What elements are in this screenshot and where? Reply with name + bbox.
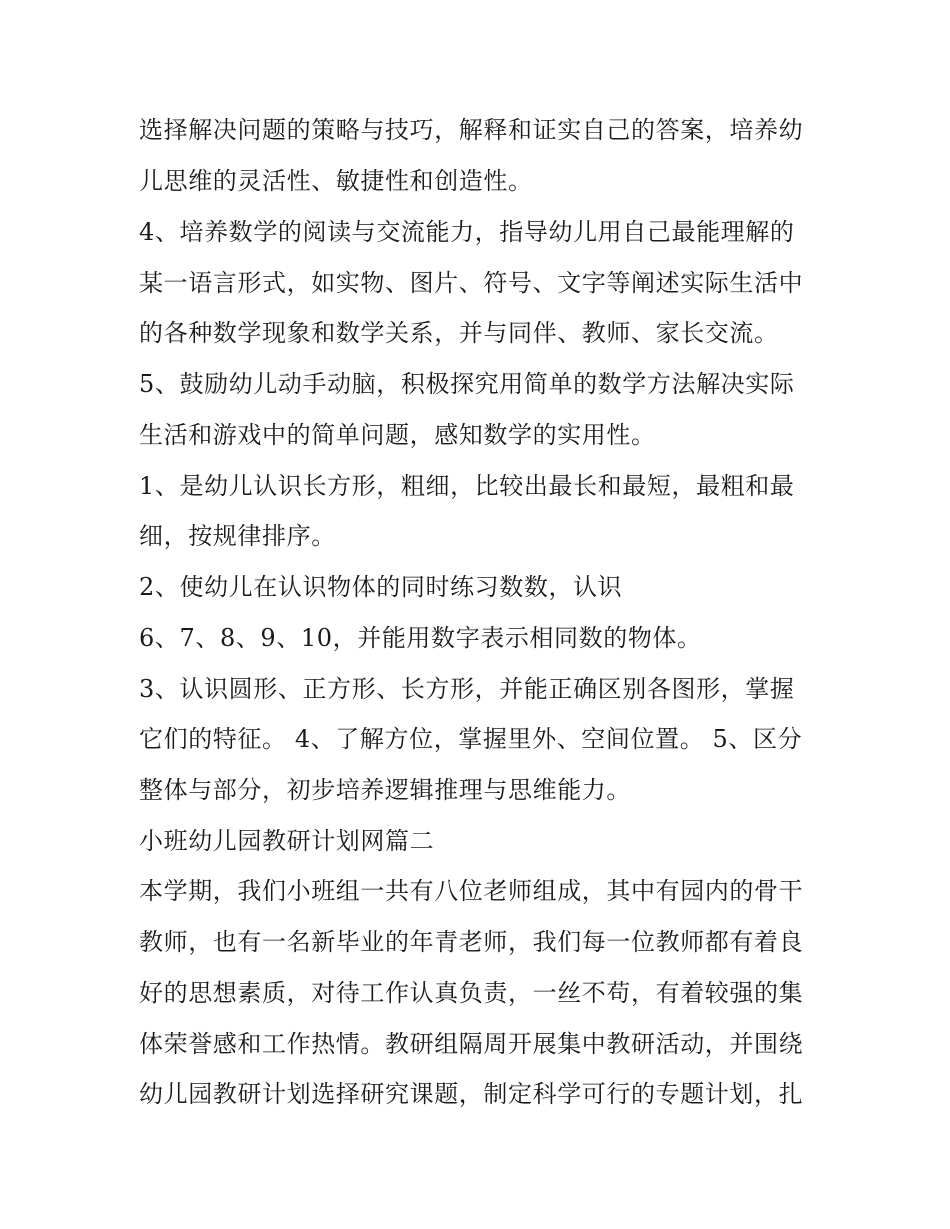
text-line: 儿思维的灵活性、敏捷性和创造性。 — [139, 167, 533, 195]
text-line: 细，按规律排序。 — [139, 522, 336, 550]
text-line: 2、使幼儿在认识物体的同时练习数数，认识 — [139, 573, 623, 601]
text-line: 幼儿园教研计划选择研究课题，制定科学可行的专题计划，扎 — [139, 1080, 804, 1108]
text-line: 4、培养数学的阅读与交流能力，指导幼儿用自己最能理解的 — [139, 218, 795, 246]
text-line: 1、是幼儿认识长方形，粗细，比较出最长和最短，最粗和最 — [139, 472, 795, 500]
text-line: 生活和游戏中的简单问题，感知数学的实用性。 — [139, 421, 656, 449]
text-line: 好的思想素质，对待工作认真负责，一丝不苟，有着较强的集 — [139, 979, 804, 1007]
text-line: 本学期，我们小班组一共有八位老师组成，其中有园内的骨干 — [139, 877, 804, 905]
text-line: 某一语言形式，如实物、图片、符号、文字等阐述实际生活中 — [139, 269, 804, 297]
text-line: 它们的特征。 4、了解方位，掌握里外、空间位置。 5、区分 — [139, 725, 803, 753]
text-line: 3、认识圆形、正方形、长方形，并能正确区别各图形，掌握 — [139, 675, 795, 703]
text-line: 教师，也有一名新毕业的年青老师，我们每一位教师都有着良 — [139, 928, 804, 956]
text-line: 选择解决问题的策略与技巧，解释和证实自己的答案，培养幼 — [139, 116, 804, 144]
text-line: 体荣誉感和工作热情。教研组隔周开展集中教研活动，并围绕 — [139, 1030, 804, 1058]
text-line: 的各种数学现象和数学关系，并与同伴、教师、家长交流。 — [139, 319, 779, 347]
section-heading: 小班幼儿园教研计划网篇二 — [139, 827, 435, 855]
text-line: 5、鼓励幼儿动手动脑，积极探究用简单的数学方法解决实际 — [139, 370, 795, 398]
text-line: 整体与部分，初步培养逻辑推理与思维能力。 — [139, 776, 631, 804]
text-line: 6、7、8、9、10，并能用数字表示相同数的物体。 — [139, 624, 702, 652]
